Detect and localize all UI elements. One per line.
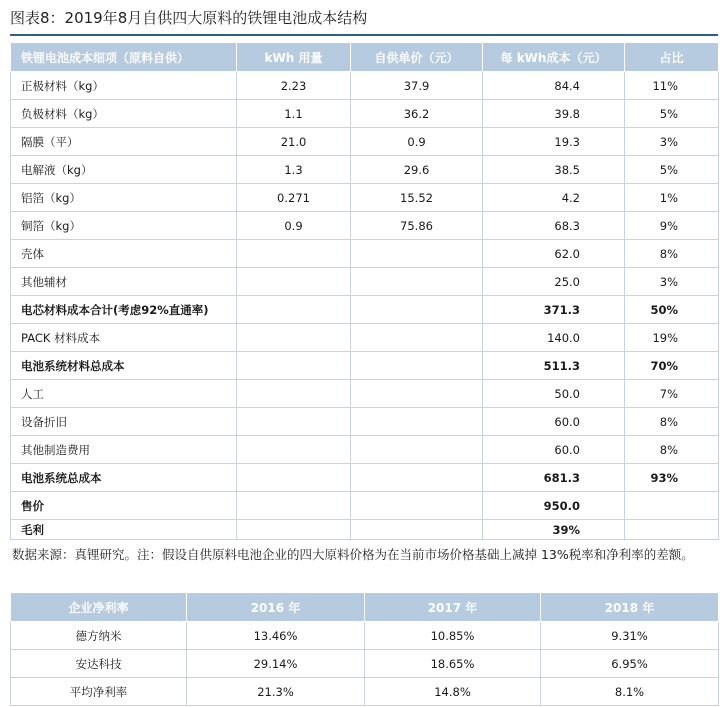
cell-kwh-usage xyxy=(237,380,351,408)
cell-unit-price xyxy=(351,380,483,408)
cell-unit-price xyxy=(351,492,483,520)
header-company-net-margin: 企业净利率 xyxy=(11,593,187,622)
cell-cost-per-kwh: 25.0 xyxy=(483,268,625,296)
cell-cost-item: 隔膜（平） xyxy=(11,128,237,156)
cell-2016: 29.14% xyxy=(187,650,365,678)
header-kwh-usage: kWh 用量 xyxy=(237,43,351,72)
table-row xyxy=(11,464,719,492)
cell-cost-item: 其他辅材 xyxy=(11,268,237,296)
cost-table-header-row xyxy=(11,43,719,72)
table-row xyxy=(11,268,719,296)
cell-share: 70% xyxy=(625,352,719,380)
table-row xyxy=(11,72,719,100)
cell-cost-item: 毛利 xyxy=(11,520,237,540)
cell-unit-price xyxy=(351,240,483,268)
cell-cost-per-kwh: 60.0 xyxy=(483,436,625,464)
net-margin-table xyxy=(10,592,719,706)
cell-share: 50% xyxy=(625,296,719,324)
cell-share: 3% xyxy=(625,128,719,156)
cell-cost-item: 人工 xyxy=(11,380,237,408)
header-share: 占比 xyxy=(625,43,719,72)
cell-2018: 9.31% xyxy=(541,622,719,650)
cell-kwh-usage xyxy=(237,436,351,464)
cell-2016: 13.46% xyxy=(187,622,365,650)
table-row xyxy=(11,212,719,240)
header-2018: 2018 年 xyxy=(541,593,719,622)
cell-2018: 6.95% xyxy=(541,650,719,678)
cell-kwh-usage xyxy=(237,520,351,540)
cell-cost-item: 铜箔（kg） xyxy=(11,212,237,240)
cell-cost-per-kwh: 681.3 xyxy=(483,464,625,492)
cell-cost-item: 售价 xyxy=(11,492,237,520)
cell-share: 9% xyxy=(625,212,719,240)
cell-cost-per-kwh: 60.0 xyxy=(483,408,625,436)
cell-share: 8% xyxy=(625,240,719,268)
cell-share: 8% xyxy=(625,408,719,436)
cell-cost-per-kwh: 50.0 xyxy=(483,380,625,408)
cell-unit-price xyxy=(351,296,483,324)
cell-unit-price: 36.2 xyxy=(351,100,483,128)
cell-cost-per-kwh: 38.5 xyxy=(483,156,625,184)
cell-unit-price: 15.52 xyxy=(351,184,483,212)
cell-cost-item: PACK 材料成本 xyxy=(11,324,237,352)
cell-cost-per-kwh: 511.3 xyxy=(483,352,625,380)
cell-cost-per-kwh: 950.0 xyxy=(483,492,625,520)
cell-kwh-usage xyxy=(237,324,351,352)
table-row xyxy=(11,184,719,212)
cell-kwh-usage: 0.271 xyxy=(237,184,351,212)
cell-unit-price: 29.6 xyxy=(351,156,483,184)
header-cost-item: 铁锂电池成本细项（原料自供） xyxy=(11,43,237,72)
cell-cost-item: 其他制造费用 xyxy=(11,436,237,464)
margin-table-header-row xyxy=(11,593,719,622)
table-row xyxy=(11,492,719,520)
cell-cost-item: 正极材料（kg） xyxy=(11,72,237,100)
table-row xyxy=(11,156,719,184)
cell-company: 德方纳米 xyxy=(11,622,187,650)
cell-cost-per-kwh: 84.4 xyxy=(483,72,625,100)
cell-kwh-usage xyxy=(237,268,351,296)
cell-2016: 21.3% xyxy=(187,678,365,706)
cell-cost-per-kwh: 371.3 xyxy=(483,296,625,324)
cell-cost-per-kwh: 39% xyxy=(483,520,625,540)
cell-2018: 8.1% xyxy=(541,678,719,706)
table-row xyxy=(11,352,719,380)
cell-share: 8% xyxy=(625,436,719,464)
cell-cost-item: 电池系统材料总成本 xyxy=(11,352,237,380)
table-row xyxy=(11,380,719,408)
cell-share: 1% xyxy=(625,184,719,212)
cell-kwh-usage xyxy=(237,492,351,520)
cell-kwh-usage: 0.9 xyxy=(237,212,351,240)
cell-kwh-usage: 1.3 xyxy=(237,156,351,184)
cell-cost-per-kwh: 4.2 xyxy=(483,184,625,212)
cell-kwh-usage: 21.0 xyxy=(237,128,351,156)
cell-kwh-usage xyxy=(237,296,351,324)
cell-cost-item: 铝箔（kg） xyxy=(11,184,237,212)
cell-company: 平均净利率 xyxy=(11,678,187,706)
cell-kwh-usage: 1.1 xyxy=(237,100,351,128)
figure-title: 图表8：2019年8月自供四大原料的铁锂电池成本结构 xyxy=(10,9,368,27)
source-note: 数据来源：真锂研究。注：假设自供原料电池企业的四大原料价格为在当前市场价格基础上减掉 13%税率和净利率的差额。 xyxy=(12,547,694,562)
cell-cost-item: 电解液（kg） xyxy=(11,156,237,184)
cell-kwh-usage xyxy=(237,408,351,436)
cell-unit-price xyxy=(351,520,483,540)
table-row xyxy=(11,678,719,706)
cell-share: 11% xyxy=(625,72,719,100)
table-row xyxy=(11,622,719,650)
cell-cost-item: 壳体 xyxy=(11,240,237,268)
cell-unit-price xyxy=(351,324,483,352)
cell-share: 3% xyxy=(625,268,719,296)
cell-unit-price xyxy=(351,352,483,380)
cell-share: 5% xyxy=(625,156,719,184)
cell-unit-price xyxy=(351,464,483,492)
cell-cost-per-kwh: 68.3 xyxy=(483,212,625,240)
cell-share: 19% xyxy=(625,324,719,352)
cell-cost-item: 负极材料（kg） xyxy=(11,100,237,128)
cell-kwh-usage xyxy=(237,352,351,380)
header-2017: 2017 年 xyxy=(365,593,541,622)
table-row xyxy=(11,240,719,268)
cell-kwh-usage: 2.23 xyxy=(237,72,351,100)
header-unit-price: 自供单价（元） xyxy=(351,43,483,72)
cell-share xyxy=(625,520,719,540)
cell-kwh-usage xyxy=(237,464,351,492)
cell-unit-price xyxy=(351,408,483,436)
table-row xyxy=(11,324,719,352)
cell-share: 5% xyxy=(625,100,719,128)
cell-unit-price: 75.86 xyxy=(351,212,483,240)
table-row xyxy=(11,436,719,464)
table-row xyxy=(11,520,719,540)
cell-cost-per-kwh: 140.0 xyxy=(483,324,625,352)
header-cost-per-kwh: 每 kWh成本（元） xyxy=(483,43,625,72)
cell-cost-item: 电芯材料成本合计(考虑92%直通率) xyxy=(11,296,237,324)
cell-cost-per-kwh: 62.0 xyxy=(483,240,625,268)
table-row xyxy=(11,408,719,436)
cell-share xyxy=(625,492,719,520)
cell-2017: 10.85% xyxy=(365,622,541,650)
cell-cost-per-kwh: 19.3 xyxy=(483,128,625,156)
cell-share: 93% xyxy=(625,464,719,492)
cell-unit-price xyxy=(351,436,483,464)
header-2016: 2016 年 xyxy=(187,593,365,622)
cell-cost-item: 设备折旧 xyxy=(11,408,237,436)
cost-structure-table xyxy=(10,42,719,540)
cell-share: 7% xyxy=(625,380,719,408)
cell-cost-item: 电池系统总成本 xyxy=(11,464,237,492)
cell-company: 安达科技 xyxy=(11,650,187,678)
title-underline xyxy=(10,34,718,36)
cell-cost-per-kwh: 39.8 xyxy=(483,100,625,128)
cell-unit-price xyxy=(351,268,483,296)
cell-unit-price: 37.9 xyxy=(351,72,483,100)
table-row xyxy=(11,100,719,128)
cell-2017: 14.8% xyxy=(365,678,541,706)
table-row xyxy=(11,128,719,156)
cell-2017: 18.65% xyxy=(365,650,541,678)
table-row xyxy=(11,650,719,678)
table-row xyxy=(11,296,719,324)
cell-unit-price: 0.9 xyxy=(351,128,483,156)
cell-kwh-usage xyxy=(237,240,351,268)
